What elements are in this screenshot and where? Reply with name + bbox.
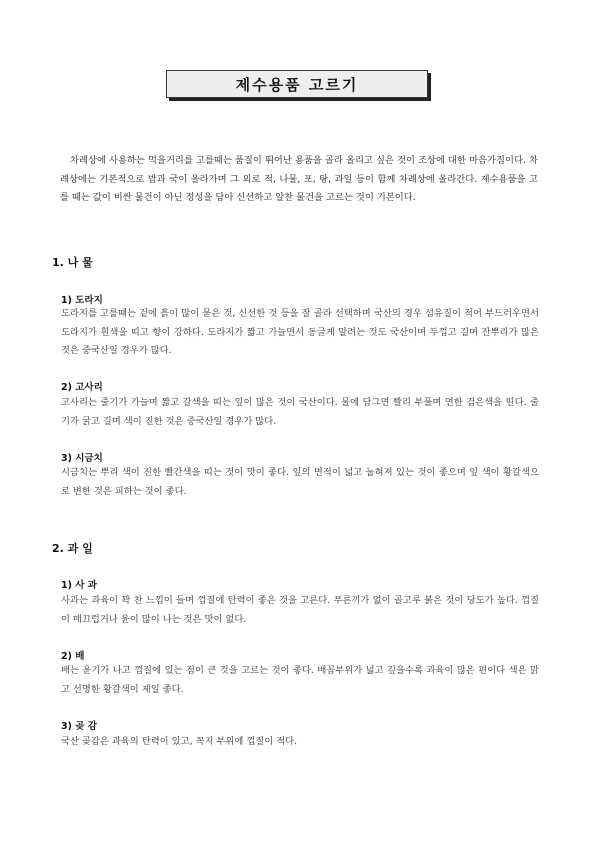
item-text-doraji: 도라지를 고를때는 겉에 흙이 많이 묻은 것, 신선한 것 등을 잘 골라 선택하며 국산의 경우 섬유질이 적어 부드러우면서 도라지가 흰색을 띠고 향이 강하다. 도라지가 짧고 가늘면서 동글게 말려는 것도 국산이며 두껍고 길며 잔뿌리가 많은 것은 중국산일 경우가 많다. [61,308,539,356]
item-heading-doraji: 1) 도라지 [61,295,103,306]
page-title: 제수용품 고르기 [235,75,359,94]
item-text-gotgam: 국산 곶감은 과육의 탄력이 있고, 꼭지 부위에 껍질이 적다. [61,736,298,747]
item-heading-sigeumchi: 3) 시금치 [61,453,103,464]
section-heading-namul: 1. 나 물 [52,256,93,269]
item-heading-bae: 2) 배 [61,651,85,662]
section-heading-gwail: 2. 과 일 [52,542,93,555]
item-heading-gosari: 2) 고사리 [61,382,103,393]
title-box [166,70,428,98]
item-text-sigeumchi: 시금치는 뿌리 색이 진한 빨간색을 띠는 것이 맛이 좋다. 잎의 면적이 넓고 눕혀져 있는 것이 좋으며 잎 색이 황갈색으로 변한 것은 피하는 것이 좋다. [61,467,539,497]
intro-paragraph: 차례상에 사용하는 먹을거리를 고를때는 품질이 뛰어난 용품을 골라 올리고 싶은 것이 조상에 대한 마음가짐이다. 차례상에는 기본적으로 밥과 국이 올라가며 그 외로 적, 나물, 포, 탕, 과일 등이 함께 차례상에 올라간다. 제수용품을 고를 때는 값이 비싼 물건이 아닌 정성을 담아 신선하고 알찬 물건을 고르는 것이 기본이다. [60,155,538,203]
item-heading-gotgam: 3) 곶 감 [61,721,97,732]
item-text-bae: 배는 윤기가 나고 껍질에 있는 점이 큰 것을 고르는 것이 좋다. 배꼽부위가 넓고 깊을수록 과육이 많은 편이다 색은 맑고 선명한 황갈색이 제일 좋다. [61,665,539,695]
item-text-sagwa: 사과는 과육이 꽉 찬 느낌이 들며 껍질에 탄력이 좋은 것을 고른다. 푸른끼가 없이 골고루 붉은 것이 당도가 높다. 껍질이 매끄럽거나 윤이 많이 나는 것은 맛이 없다. [61,595,539,625]
item-text-gosari: 고사리는 줄기가 가늘며 짧고 갈색을 띠는 잎이 많은 것이 국산이다. 물에 담그면 빨리 부풀며 연한 검은색을 띤다. 줄기가 굵고 길며 색이 진한 것은 중국산일 경우가 많다. [61,397,539,427]
item-heading-sagwa: 1) 사 과 [61,580,97,591]
